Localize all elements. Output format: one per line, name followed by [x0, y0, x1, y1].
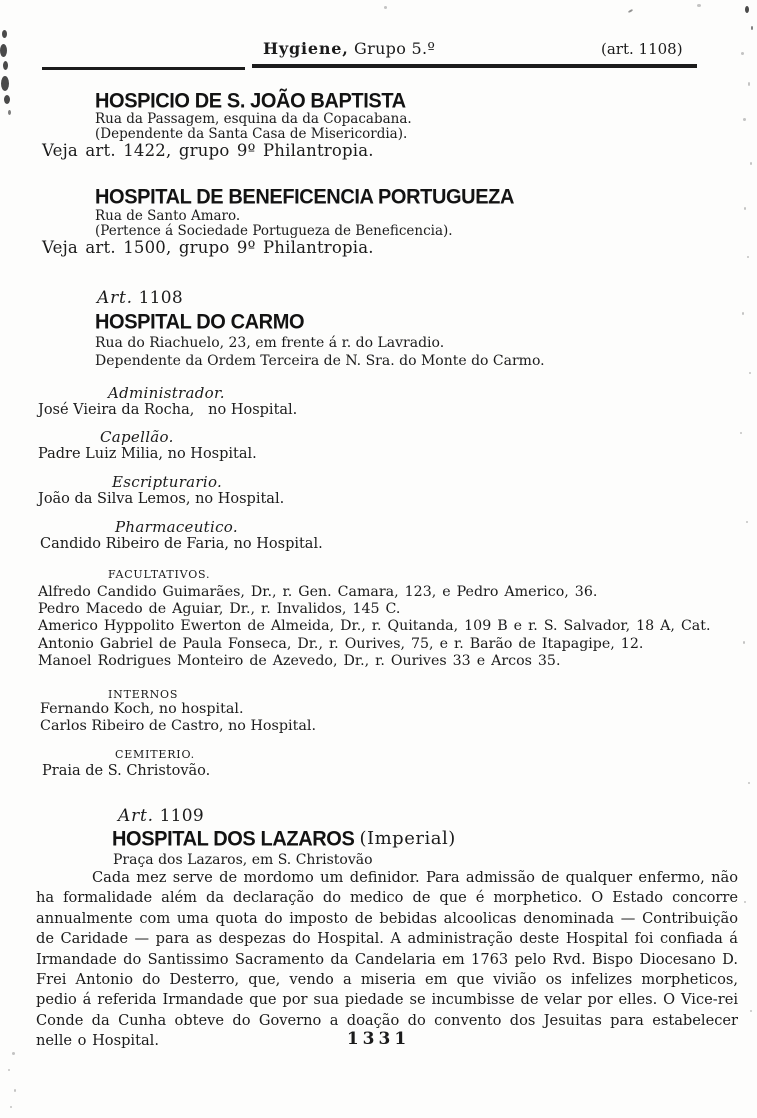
scan-noise-speck	[2, 30, 7, 38]
scan-noise-speck	[3, 61, 8, 70]
scan-noise-speck	[747, 256, 749, 258]
staff-role-escripturario: Escripturario.	[112, 473, 223, 491]
facultativo-entry: Antonio Gabriel de Paula Fonseca, Dr., r. Ourives, 75, e r. Barão de Itapagipe, 12.	[38, 635, 644, 652]
interno-entry: Fernando Koch, no hospital.	[40, 701, 244, 717]
page-number: 1331	[346, 1029, 411, 1049]
beneficencia-name: HOSPITAL DE BENEFICENCIA PORTUGUEZA	[95, 185, 514, 209]
scan-noise-speck	[0, 44, 7, 57]
scan-noise-speck	[628, 9, 633, 13]
beneficencia-cross-reference: Veja art. 1500, grupo 9º Philantropia.	[42, 238, 374, 257]
header-rule-right	[252, 64, 697, 68]
staff-role-administrador: Administrador.	[108, 384, 225, 402]
staff-role-capellao: Capellão.	[100, 428, 174, 446]
lazaros-name: HOSPITAL DOS LAZAROS	[112, 827, 355, 851]
scan-noise-speck	[744, 901, 746, 903]
staff-person-capellao: Padre Luiz Milia, no Hospital.	[38, 446, 257, 462]
scan-noise-speck	[751, 26, 753, 30]
scan-noise-speck	[10, 1106, 12, 1108]
scan-noise-speck	[748, 782, 750, 784]
scan-noise-speck	[749, 372, 751, 374]
scan-noise-speck	[750, 1010, 752, 1012]
facultativo-entry: Manoel Rodrigues Monteiro de Azevedo, Dr., r. Ourives 33 e Arcos 35.	[38, 652, 561, 669]
article-1109-label	[118, 806, 204, 826]
article-number: 1109	[159, 806, 205, 826]
facultativos-list	[38, 584, 710, 670]
hospicio-address: Rua da Passagem, esquina da da Copacabana.	[95, 111, 412, 127]
lazaros-name-suffix: (Imperial)	[359, 828, 456, 849]
article-1108-label	[97, 288, 183, 308]
header-rule-left	[42, 67, 245, 70]
facultativos-heading: FACULTATIVOS.	[108, 568, 211, 581]
scan-noise-speck	[8, 110, 11, 115]
staff-person-pharmaceutico: Candido Ribeiro de Faria, no Hospital.	[40, 536, 323, 552]
scan-noise-speck	[12, 1052, 15, 1055]
scan-noise-speck	[750, 162, 752, 165]
staff-role-pharmaceutico: Pharmaceutico.	[115, 518, 238, 536]
lazaros-description: Cada mez serve de mordomo um definidor. Para admissão de qualquer enfermo, não ha formalidade além da declaração do medico de que é morphetico. O Estado concorre annualmente com uma quota do imposto de bebidas alcoolicas denominada — Contribuição de Caridade — para as despezas do Hospital. A administração deste Hospital foi confiada á Irmandade do Santissimo Sacramento da Candelaria em 1763 pelo Rvd. Bispo Diocesano D. Frei Antonio do Desterro, que, vendo a miseria em que vivião os infelizes morpheticos, pedio á referida Irmandade que por sua piedade se incumbisse de velar por elles. O Vice-rei Conde da Cunha obteve do Governo a doação do convento dos Jesuitas para estabelecer nelle o Hospital.	[36, 869, 738, 1050]
carmo-name: HOSPITAL DO CARMO	[95, 310, 305, 334]
staff-person-escripturario: João da Silva Lemos, no Hospital.	[38, 491, 285, 507]
scan-noise-speck	[744, 207, 746, 210]
beneficencia-note: (Pertence á Sociedade Portugueza de Beneficencia).	[95, 223, 453, 239]
article-word: Art.	[118, 806, 154, 826]
running-header	[263, 39, 435, 58]
cemiterio-entry: Praia de S. Christovão.	[42, 763, 211, 779]
scan-noise-speck	[740, 432, 742, 434]
scan-noise-speck	[384, 6, 387, 9]
interno-entry: Carlos Ribeiro de Castro, no Hospital.	[40, 717, 316, 734]
scan-noise-speck	[746, 521, 748, 523]
staff-person-administrador: José Vieira da Rocha, no Hospital.	[38, 402, 298, 418]
scan-noise-speck	[14, 1089, 16, 1092]
carmo-address: Rua do Riachuelo, 23, em frente á r. do Lavradio.	[95, 335, 445, 351]
scan-noise-speck	[743, 118, 746, 121]
beneficencia-address: Rua de Santo Amaro.	[95, 208, 241, 224]
scan-noise-speck	[4, 95, 10, 104]
facultativo-entry: Pedro Macedo de Aguiar, Dr., r. Invalidos, 145 C.	[38, 601, 401, 618]
scan-noise-speck	[741, 52, 744, 55]
facultativo-entry: Alfredo Candido Guimarães, Dr., r. Gen. Camara, 123, e Pedro Americo, 36.	[38, 584, 598, 600]
scan-noise-speck	[697, 4, 701, 7]
hospicio-cross-reference: Veja art. 1422, grupo 9º Philantropia.	[42, 141, 374, 160]
scan-noise-speck	[8, 1069, 10, 1071]
article-number: 1108	[138, 288, 184, 308]
running-header-article-ref: (art. 1108)	[601, 40, 683, 58]
carmo-note: Dependente da Ordem Terceira de N. Sra. do Monte do Carmo.	[95, 353, 545, 369]
cemiterio-heading: CEMITERIO.	[115, 748, 195, 761]
internos-list	[40, 701, 316, 734]
scan-noise-speck	[748, 82, 750, 86]
facultativo-entry: Americo Hyppolito Ewerton de Almeida, Dr., r. Quitanda, 109 B e r. S. Salvador, 18 A, Cat.	[38, 618, 711, 635]
scan-noise-speck	[1, 76, 9, 91]
lazaros-address: Praça dos Lazaros, em S. Christovão	[113, 852, 373, 868]
running-header-title: Hygiene,	[263, 39, 349, 58]
hospicio-note: (Dependente da Santa Casa de Misericordia).	[95, 126, 408, 142]
scan-noise-speck	[742, 312, 744, 315]
lazaros-name-row	[112, 827, 456, 850]
scan-noise-speck	[743, 641, 745, 644]
internos-heading: INTERNOS	[108, 688, 179, 701]
running-header-group: Grupo 5.º	[354, 39, 436, 58]
hospicio-name: HOSPICIO DE S. JOÃO BAPTISTA	[95, 89, 406, 113]
article-word: Art.	[97, 288, 133, 308]
scan-noise-speck	[745, 6, 749, 13]
